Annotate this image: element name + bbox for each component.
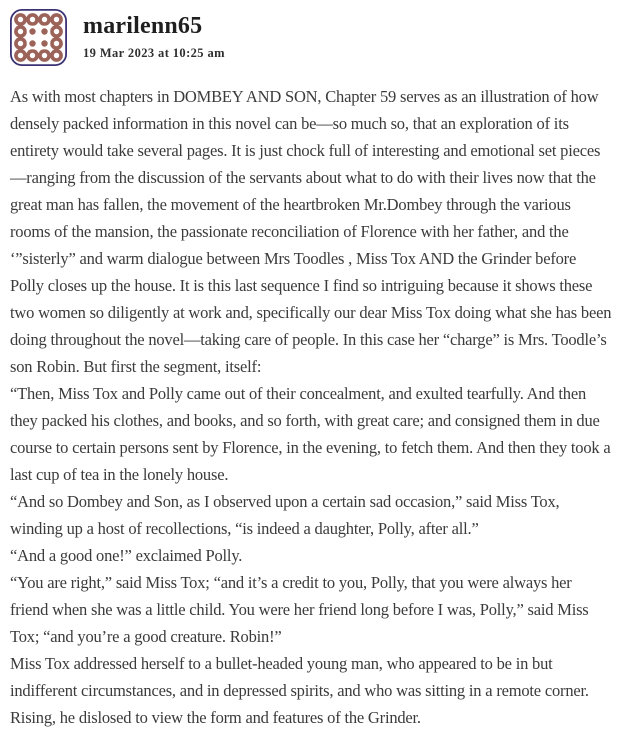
quote-paragraph: “And a good one!” exclaimed Polly. (10, 546, 243, 565)
comment-body (10, 83, 612, 731)
avatar (10, 9, 67, 66)
quoted-passage (10, 380, 612, 731)
quote-paragraph: “And so Dombey and Son, as I observed upon a certain sad occasion,” said Miss Tox, winding up a host of recollections, “is indeed a daughter, Polly, after all.” (10, 492, 560, 538)
comment-author: marilenn65 (83, 13, 203, 39)
comment-timestamp[interactable]: 19 Mar 2023 at 10:25 am (83, 46, 225, 60)
identicon-avatar-icon (10, 9, 67, 66)
quote-paragraph: “Then, Miss Tox and Polly came out of their concealment, and exulted tearfully. And then they packed his clothes, and books, and so forth, with great care; and consigned them in due course to certain persons sent by Florence, in the evening, to fetch them. And then they took a last cup of tea in the lonely house. (10, 384, 611, 484)
comment-header (10, 9, 612, 66)
comment-paragraph-intro: As with most chapters in DOMBEY AND SON, Chapter 59 serves as an illustration of how densely packed information in this novel can be—so much so, that an exploration of its entirety would take several pages. It is just chock full of interesting and emotional set pieces—ranging from the discussion of the servants about what to do with their lives now that the great man has fallen, the movement of the heartbroken Mr.Dombey through the various rooms of the mansion, the passionate reconciliation of Florence with her father, and the ‘”sisterly” and warm dialogue between Mrs Toodles , Miss Tox AND the Grinder before Polly closes up the house. It is this last sequence I find so intriguing because it shows these two women so diligently at work and, specifically our dear Miss Tox doing what she has been doing throughout the novel—taking care of people. In this case her “charge” is Mrs. Toodle’s son Robin. But first the segment, itself: (10, 87, 612, 376)
quote-paragraph: “You are right,” said Miss Tox; “and it’s a credit to you, Polly, that you were always her friend when she was a little child. You were her friend long before I was, Polly,” said Miss Tox; “and you’re a good creature. Robin!” (10, 573, 589, 646)
quote-paragraph: Miss Tox addressed herself to a bullet-headed young man, who appeared to be in but indifferent circumstances, and in depressed spirits, and who was sitting in a remote corner. Rising, he dislosed to view the form and features of the Grinder. (10, 654, 589, 727)
comment-meta (83, 9, 225, 61)
